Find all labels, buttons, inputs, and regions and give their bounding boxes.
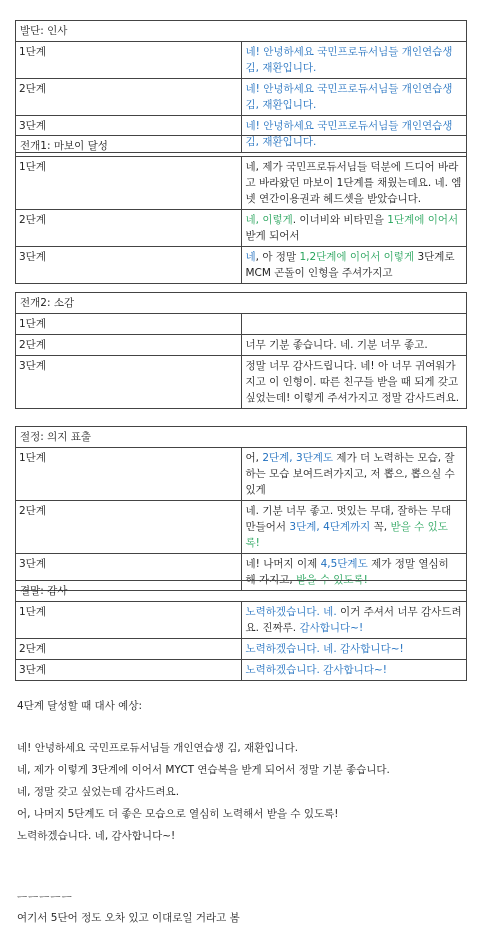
level-label: 3단계 bbox=[16, 660, 242, 681]
line-text: 네. 기분 너무 좋고. 멋있는 무대, 잘하는 무대 만들어서 bbox=[245, 505, 452, 533]
line-text: 네, 이렇게 bbox=[245, 214, 293, 226]
section-header: 절정: 의지 표출 bbox=[16, 427, 467, 448]
table-row bbox=[16, 356, 467, 409]
footer-note: 여기서 5단어 정도 오차 있고 이대로일 거라고 봄 bbox=[17, 912, 240, 924]
level-label: 2단계 bbox=[16, 501, 242, 554]
line-text: 받게 되어서 bbox=[245, 230, 300, 242]
prediction-line: 네! 안녕하세요 국민프로듀서님들 개인연습생 김, 재환입니다. bbox=[17, 742, 299, 754]
table-row bbox=[16, 335, 467, 356]
table-row bbox=[16, 314, 467, 335]
script-table-development-1 bbox=[15, 135, 467, 284]
line-text: 제가 더 노력하는 모습, 잘하는 모습 보여드려가지고, 저 뽑으, 뽑으실 수 있게 bbox=[245, 452, 455, 496]
level-label: 1단계 bbox=[16, 602, 242, 639]
line-text: . 이너비와 비타민을 bbox=[292, 214, 388, 226]
line-text: , 아 정말 bbox=[255, 251, 300, 263]
line-text: 4,5단계도 bbox=[320, 558, 368, 570]
line-text: 노력하겠습니다. 네. 감사합니다~! bbox=[245, 643, 404, 655]
line-text: 받을 수 있도록! bbox=[245, 521, 448, 549]
line-text: 꼭, bbox=[370, 521, 391, 533]
line-text: 너무 기분 좋습니다. 네. 기분 너무 좋고. bbox=[245, 339, 428, 351]
table-row bbox=[16, 247, 467, 284]
line-text: 네! 나머지 이제 bbox=[245, 558, 321, 570]
level-label: 1단계 bbox=[16, 448, 242, 501]
prediction-line: 어, 나머지 5단계도 더 좋은 모습으로 열심히 노력해서 받을 수 있도록! bbox=[17, 808, 339, 820]
level-label: 3단계 bbox=[16, 554, 242, 591]
script-table-climax bbox=[15, 426, 467, 591]
line-cell bbox=[241, 335, 467, 356]
line-text: 어, bbox=[245, 452, 263, 464]
level-label: 1단계 bbox=[16, 42, 242, 79]
level-label: 2단계 bbox=[16, 335, 242, 356]
table-row bbox=[16, 79, 467, 116]
line-cell bbox=[241, 247, 467, 284]
line-cell bbox=[241, 210, 467, 247]
table-row bbox=[16, 157, 467, 210]
section-header: 전개1: 마보이 달성 bbox=[16, 136, 467, 157]
table-row bbox=[16, 42, 467, 79]
table-row bbox=[16, 660, 467, 681]
section-header: 발단: 인사 bbox=[16, 21, 467, 42]
line-text: 감사합니다~! bbox=[299, 622, 364, 634]
line-text: 1,2단계에 이어서 이렇게 bbox=[299, 251, 415, 263]
level-label: 3단계 bbox=[16, 356, 242, 409]
table-row bbox=[16, 602, 467, 639]
line-text: 제가 정말 열심히 해 가지고, bbox=[245, 558, 449, 586]
level-label: 2단계 bbox=[16, 639, 242, 660]
line-text: 네! 안녕하세요 국민프로듀서님들 개인연습생 김, 재환입니다. bbox=[245, 120, 453, 148]
table-row bbox=[16, 501, 467, 554]
level-label: 3단계 bbox=[16, 116, 242, 153]
line-text: 3단계, 4단계까지 bbox=[289, 521, 371, 533]
section-header: 전개2: 소감 bbox=[16, 293, 467, 314]
line-text: 이거 주셔서 너무 감사드려요. 진짜루. bbox=[245, 606, 462, 634]
line-text: 정말 너무 감사드립니다. 네! 아 너무 귀여워가지고 이 인형이. 따른 친구들 받을 때 되게 갖고 싶었는데! 이렇게 주셔가지고 정말 감사드려요. bbox=[245, 360, 460, 404]
line-text: 네 bbox=[245, 251, 256, 263]
script-table-intro bbox=[15, 20, 467, 153]
script-table-ending bbox=[15, 580, 467, 681]
level-label: 2단계 bbox=[16, 79, 242, 116]
line-cell bbox=[241, 639, 467, 660]
line-text: 1단계에 이어서 bbox=[387, 214, 459, 226]
line-cell bbox=[241, 602, 467, 639]
level-label: 3단계 bbox=[16, 247, 242, 284]
line-cell bbox=[241, 79, 467, 116]
line-text: 2단계, 3단계도 bbox=[262, 452, 334, 464]
prediction-line: 네, 제가 이렇게 3단계에 이어서 MYCT 연습복을 받게 되어서 정말 기분 좋습니다. bbox=[17, 764, 390, 776]
line-cell bbox=[241, 356, 467, 409]
line-text: 노력하겠습니다. 네. bbox=[245, 606, 337, 618]
prediction-line: 네, 정말 갖고 싶었는데 감사드려요. bbox=[17, 786, 180, 798]
line-text: 노력하겠습니다. 감사합니다~! bbox=[245, 664, 387, 676]
line-text: 3단계로 MCM 곤돌이 인형을 주셔가지고 bbox=[245, 251, 455, 279]
prediction-title: 4단계 달성할 때 대사 예상: bbox=[17, 700, 142, 712]
line-text: 네, 제가 국민프로듀서님들 덕분에 드디어 바라고 바라왔던 마보이 1단계를 채웠는데요. 네. 엠넷 연간이용권과 헤드셋을 받았습니다. bbox=[245, 161, 462, 205]
line-cell bbox=[241, 448, 467, 501]
line-cell bbox=[241, 157, 467, 210]
line-cell bbox=[241, 660, 467, 681]
line-cell bbox=[241, 501, 467, 554]
prediction-line: 노력하겠습니다. 네, 감사합니다~! bbox=[17, 830, 176, 842]
line-text: 네! 안녕하세요 국민프로듀서님들 개인연습생 김, 재환입니다. bbox=[245, 83, 453, 111]
line-cell bbox=[241, 42, 467, 79]
level-label: 1단계 bbox=[16, 157, 242, 210]
line-text: 받을 수 있도록! bbox=[296, 574, 368, 586]
line-text: 네! 안녕하세요 국민프로듀서님들 개인연습생 김, 재환입니다. bbox=[245, 46, 453, 74]
section-header: 결말: 감사 bbox=[16, 581, 467, 602]
script-table-development-2 bbox=[15, 292, 467, 409]
line-cell bbox=[241, 314, 467, 335]
level-label: 2단계 bbox=[16, 210, 242, 247]
divider-text: ㅡㅡㅡㅡㅡ bbox=[17, 892, 73, 904]
table-row bbox=[16, 210, 467, 247]
level-label: 1단계 bbox=[16, 314, 242, 335]
table-row bbox=[16, 448, 467, 501]
table-row bbox=[16, 639, 467, 660]
